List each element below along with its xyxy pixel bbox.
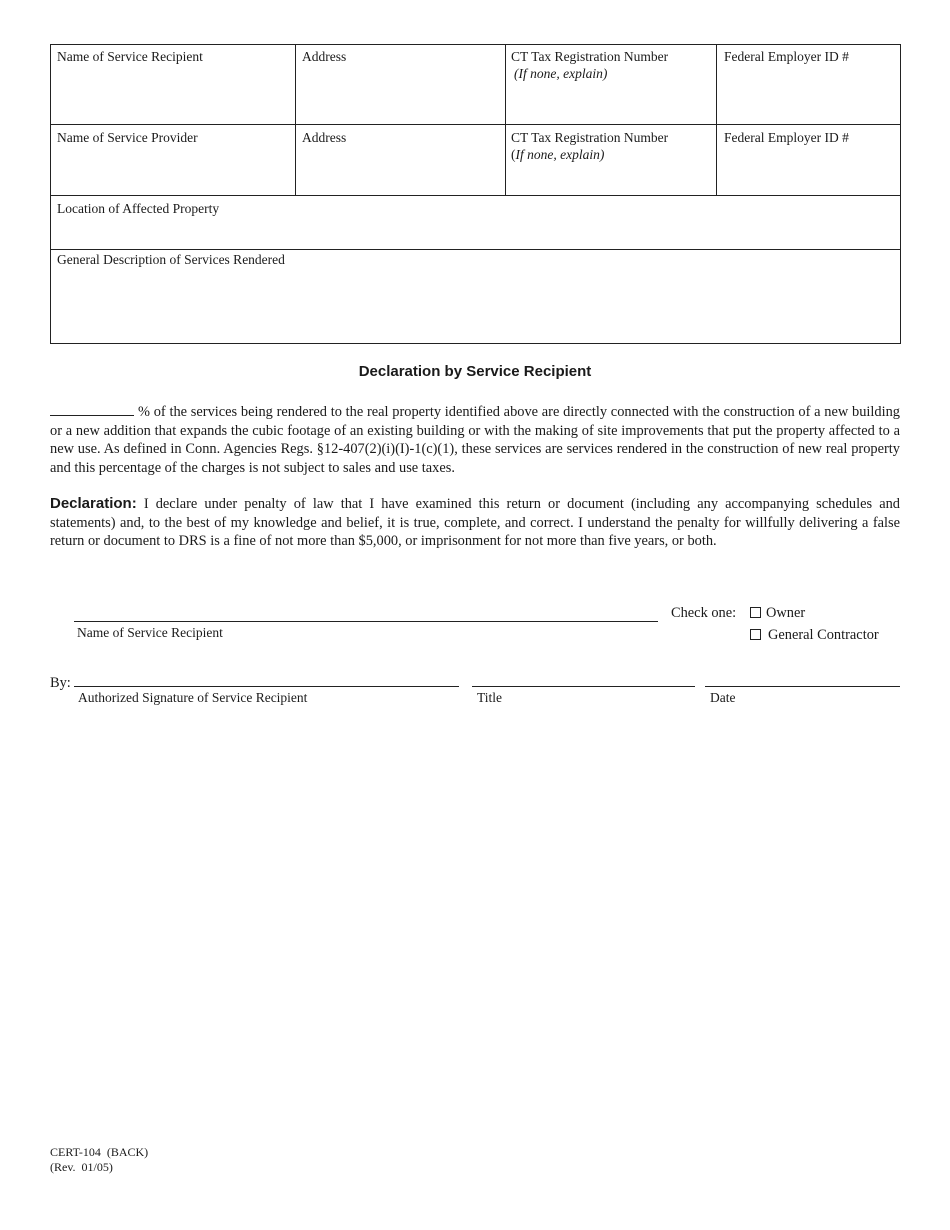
- authorized-signature-label: Authorized Signature of Service Recipient: [78, 690, 308, 705]
- provider-fein-label: Federal Employer ID #: [724, 130, 849, 145]
- table-divider: [50, 124, 901, 125]
- recipient-address-label: Address: [302, 49, 347, 64]
- declaration-text: I declare under penalty of law that I have examined this return or document (including any accompanying schedules and statements) and, to the best of my knowledge and belief, it is true, complete, and correct. I understand the penalty for willfully delivering a false return or document to DRS is a fine of not more than $5,000, or imprisonment for not more than five years, or both.: [50, 496, 900, 550]
- recipient-tax-reg-label: [511, 48, 668, 82]
- table-divider: [716, 44, 717, 195]
- date-line[interactable]: [705, 686, 900, 687]
- date-label: Date: [710, 690, 736, 705]
- title-label: Title: [477, 690, 503, 705]
- percentage-paragraph: [50, 403, 900, 477]
- owner-label: Owner: [766, 605, 806, 621]
- check-one-label: Check one:: [671, 605, 737, 621]
- provider-name-label: Name of Service Provider: [57, 130, 198, 145]
- provider-address-label: Address: [302, 130, 347, 145]
- table-divider: [295, 44, 296, 195]
- recipient-name-line[interactable]: [74, 621, 658, 622]
- owner-checkbox[interactable]: [750, 607, 761, 618]
- provider-address-field[interactable]: [298, 149, 505, 193]
- provider-name-field[interactable]: [53, 149, 295, 193]
- recipient-name-field[interactable]: [53, 68, 295, 122]
- recipient-fein-field[interactable]: [720, 68, 900, 122]
- recipient-tax-reg-title: CT Tax Registration Number: [511, 49, 669, 64]
- location-field[interactable]: [53, 220, 899, 248]
- general-contractor-label: General Contractor: [768, 627, 879, 643]
- table-divider: [505, 44, 506, 195]
- recipient-name-sig-label: Name of Service Recipient: [77, 625, 223, 640]
- provider-tax-reg-title: CT Tax Registration Number: [511, 130, 669, 145]
- recipient-fein-label: Federal Employer ID #: [724, 49, 849, 64]
- recipient-tax-reg-note: (If none, explain): [514, 66, 608, 81]
- percentage-text: % of the services being rendered to the real property identified above are directly connected with the construction of a new building or a new addition that expands the cubic footage of an existing building or with the making of site improvements that put the property affected to a new use. As defined in Conn. Agencies Regs. §12-407(2)(i)(I)-1(c)(1), these services are services rendered in the construction of new real property and this percentage of the charges is not subject to sales and use taxes.: [50, 404, 900, 476]
- recipient-name-label: Name of Service Recipient: [57, 49, 203, 64]
- provider-tax-reg-label: [511, 129, 668, 163]
- table-divider: [50, 249, 901, 250]
- location-label: Location of Affected Property: [57, 201, 220, 216]
- title-line[interactable]: [472, 686, 695, 687]
- description-field[interactable]: [53, 272, 899, 342]
- provider-fein-field[interactable]: [720, 149, 900, 193]
- general-contractor-checkbox[interactable]: [750, 629, 761, 640]
- description-label: General Description of Services Rendered: [57, 252, 285, 267]
- table-divider: [50, 195, 901, 196]
- declaration-paragraph: [50, 495, 900, 551]
- provider-tax-reg-note: (If none, explain): [511, 147, 605, 162]
- percentage-field[interactable]: [50, 403, 134, 416]
- form-revision: (Rev. 01/05): [50, 1160, 113, 1174]
- form-id: CERT-104 (BACK): [50, 1145, 149, 1159]
- by-label: By:: [50, 675, 71, 691]
- authorized-signature-line[interactable]: [74, 686, 459, 687]
- recipient-address-field[interactable]: [298, 68, 505, 122]
- declaration-label: Declaration:: [50, 495, 137, 512]
- recipient-tax-reg-field[interactable]: [508, 86, 716, 122]
- declaration-heading: Declaration by Service Recipient: [358, 363, 592, 380]
- provider-tax-reg-field[interactable]: [508, 166, 716, 194]
